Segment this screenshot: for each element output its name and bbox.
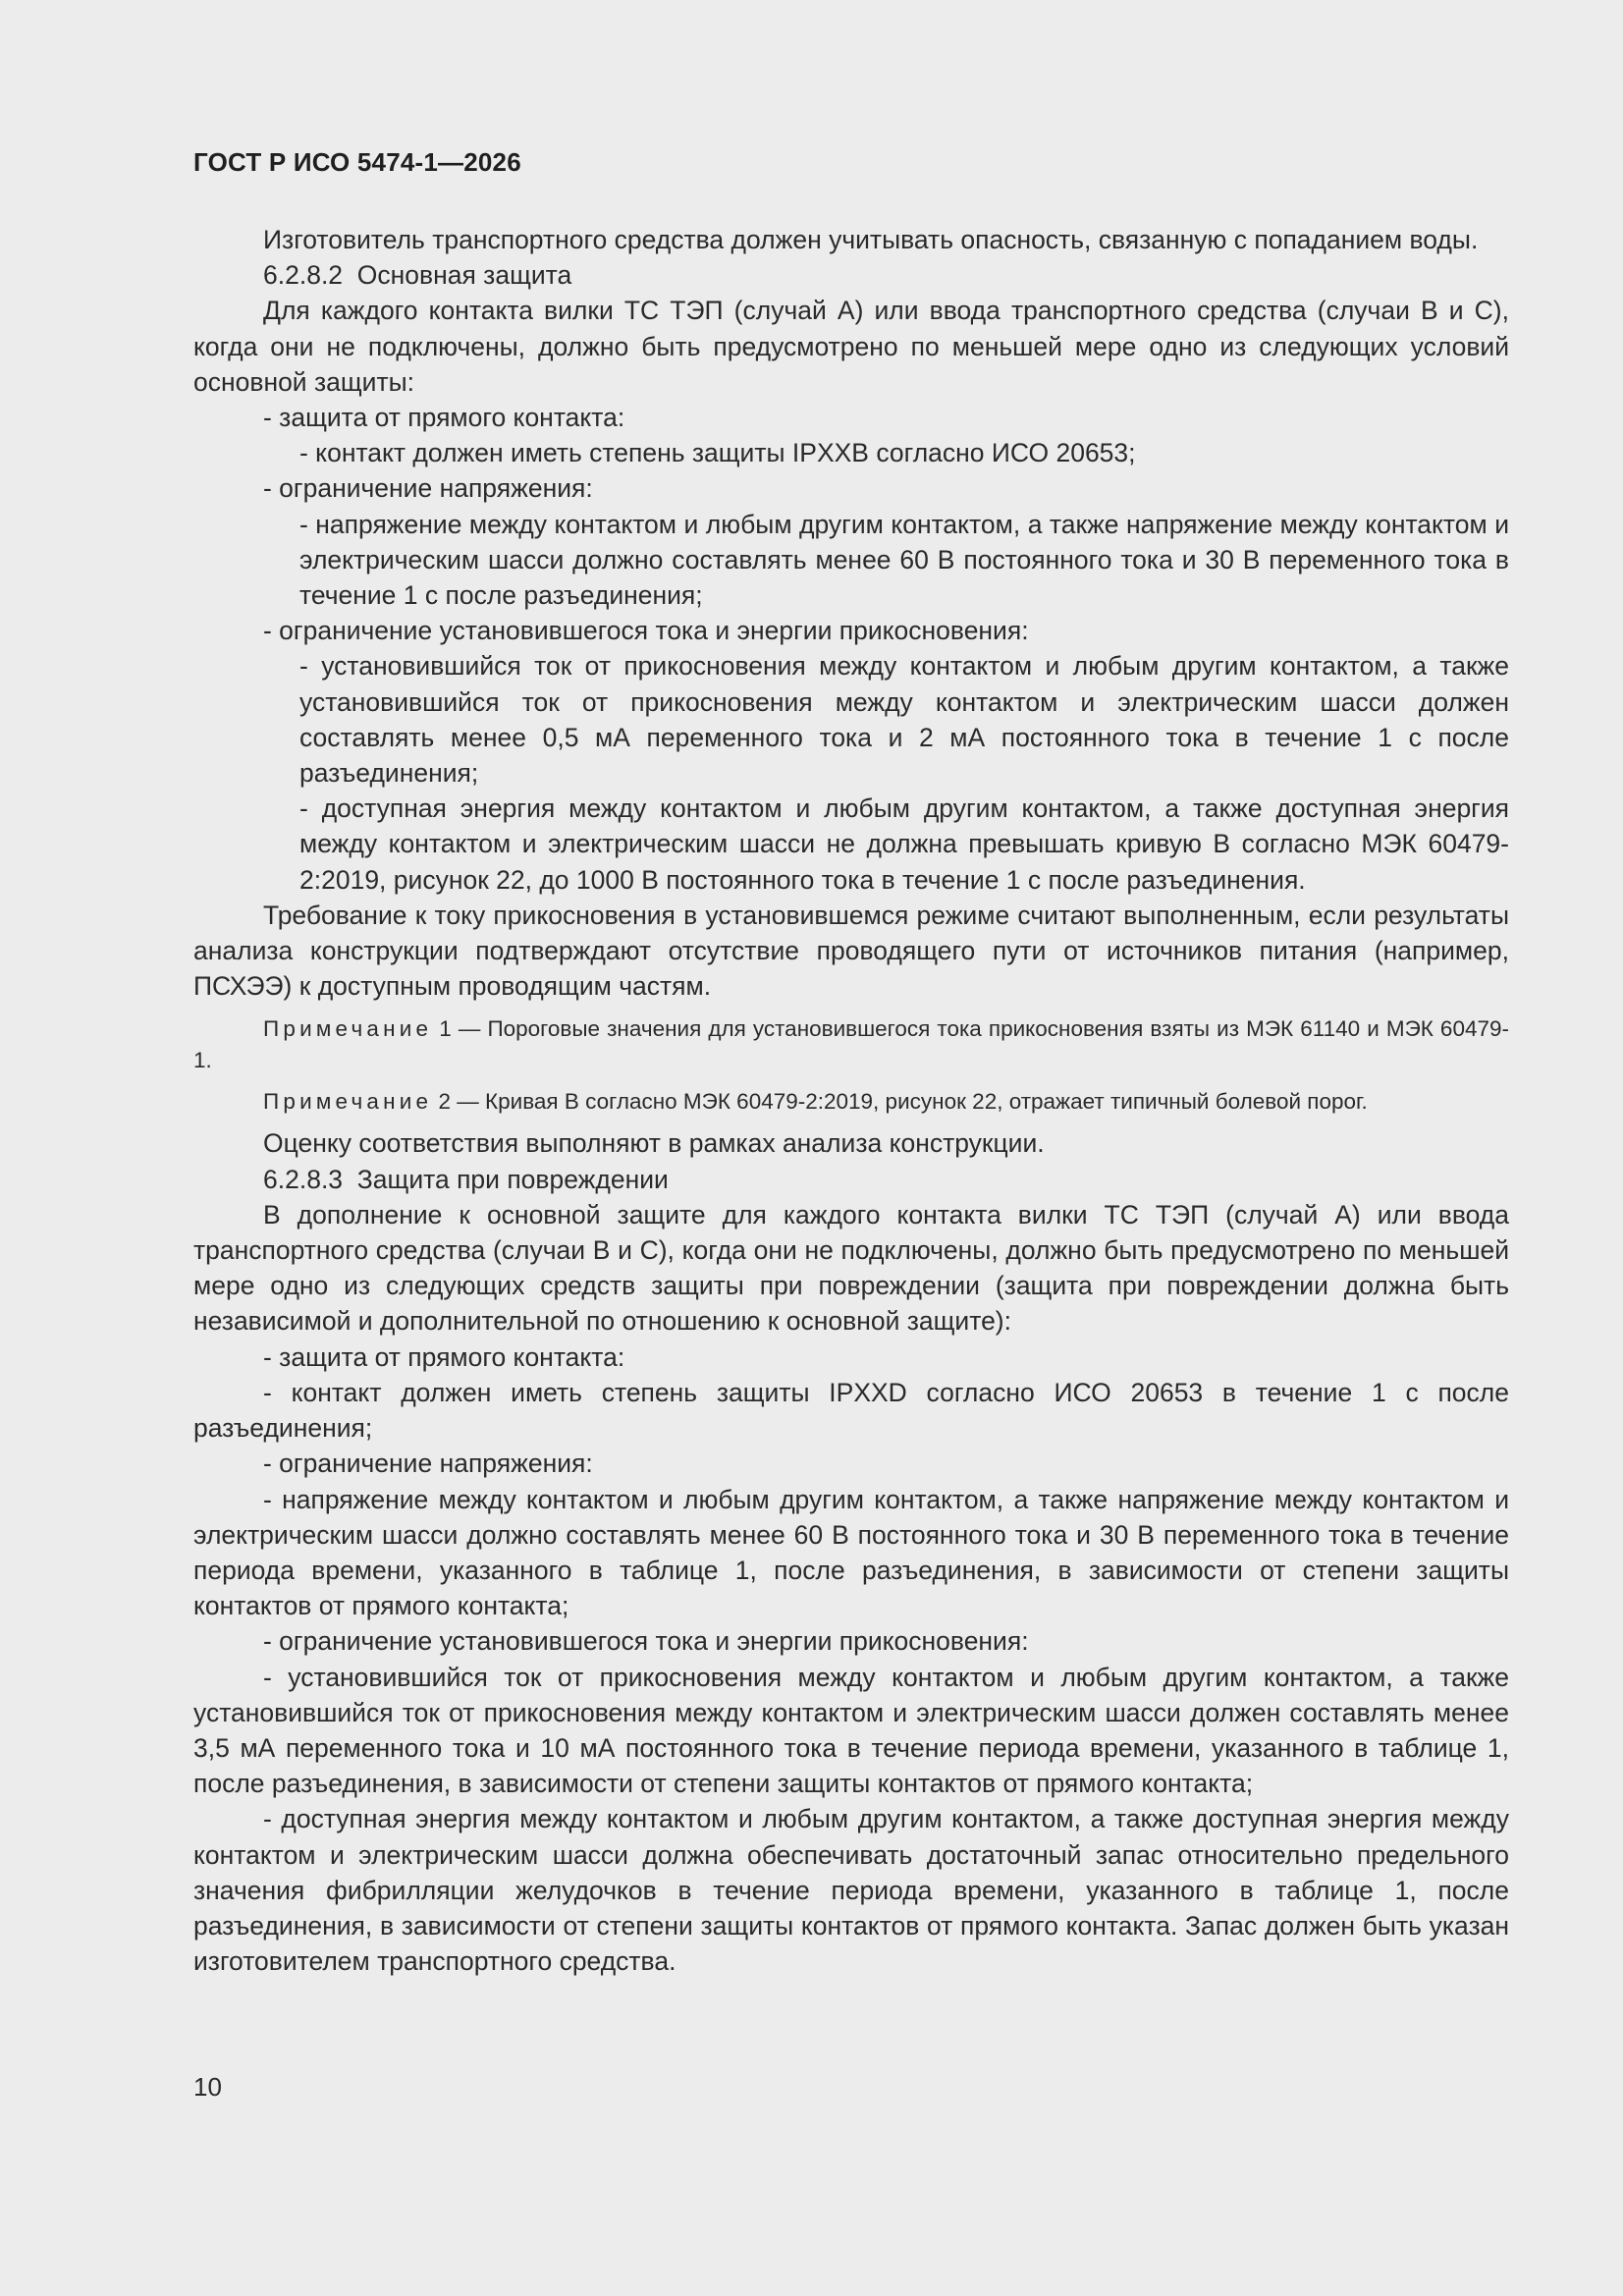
note-text: 1 — Пороговые значения для установившегося тока прикосновения взяты из МЭК 61140 и МЭК 60479-1. (193, 1016, 1509, 1073)
list-subitem: - установившийся ток от прикосновения между контактом и любым другим контактом, а также установившийся ток от прикосновения между контактом и электрическим шасси должен составлять менее 0,5 мА переменного тока и 2 мА постоянного тока в течение 1 с после разъединения; (299, 651, 1509, 789)
note-1 (193, 1013, 1509, 1076)
page-number: 10 (193, 2072, 222, 2102)
list-item: - ограничение напряжения: (263, 1449, 593, 1479)
note-label: Примечание (263, 1089, 433, 1115)
paragraph-water-hazard: Изготовитель транспортного средства должен учитывать опасность, связанную с попаданием воды. (263, 225, 1479, 254)
list-item: - защита от прямого контакта: (263, 403, 625, 433)
note-label: Примечание (263, 1016, 433, 1042)
list-item: - контакт должен иметь степень защиты IPXXD согласно ИСО 20653 в течение 1 с после разъединения; (193, 1377, 1509, 1444)
list-item: - ограничение установившегося тока и энергии прикосновения: (263, 616, 1029, 646)
paragraph-conformity: Оценку соответствия выполняют в рамках анализа конструкции. (263, 1128, 1045, 1159)
list-item: - установившийся ток от прикосновения между контактом и любым другим контактом, а также установившийся ток от прикосновения между контактом и электрическим шасси должен составлять менее 3,5 мА переменного тока и 10 мА постоянного тока в течение периода времени, указанного в таблице 1, после разъединения, в зависимости от степени защиты контактов от прямого контакта; (193, 1662, 1509, 1799)
list-item: - ограничение установившегося тока и энергии прикосновения: (263, 1626, 1029, 1657)
paragraph-basic-protection: Для каждого контакта вилки ТС ТЭП (случай А) или ввода транспортного средства (случаи В и С), когда они не подключены, должно быть предусмотрено по меньшей мере одно из следующих условий основной защиты: (193, 296, 1509, 397)
document-body (193, 222, 1509, 1979)
section-title: Основная защита (356, 260, 572, 291)
note-text: 2 — Кривая В согласно МЭК 60479-2:2019, рисунок 22, отражает типичный болевой порог. (432, 1089, 1368, 1115)
section-title: Защита при повреждении (356, 1164, 669, 1194)
paragraph-touch-current: Требование к току прикосновения в установившемся режиме считают выполненным, если результаты анализа конструкции подтверждают отсутствие проводящего пути от источников питания (например, ПСХЭЭ) к доступным проводящим частям. (193, 900, 1509, 1002)
list-item: - ограничение напряжения: (263, 473, 593, 504)
list-subitem: - доступная энергия между контактом и любым другим контактом, а также доступная энергия между контактом и электрическим шасси не должна превышать кривую В согласно МЭК 60479-2:2019, рисунок 22, до 1000 В постоянного тока в течение 1 с после разъединения. (299, 793, 1509, 895)
document-header: ГОСТ Р ИСО 5474-1—2026 (193, 147, 521, 177)
section-heading-basic-protection (193, 257, 1509, 293)
list-item: - напряжение между контактом и любым другим контактом, а также напряжение между контактом и электрическим шасси должно составлять менее 60 В постоянного тока и 30 В переменного тока в течение периода времени, указанного в таблице 1, после разъединения, в зависимости от степени защиты контактов от прямого контакта; (193, 1484, 1509, 1621)
paragraph-fault-protection: В дополнение к основной защите для каждого контакта вилки ТС ТЭП (случай А) или ввода транспортного средства (случаи В и С), когда они не подключены, должно быть предусмотрено по меньшей мере одно из следующих средств защиты при повреждении (защита при повреждении должна быть независимой и дополнительной по отношению к основной защите): (193, 1199, 1509, 1337)
list-item: - доступная энергия между контактом и любым другим контактом, а также доступная энергия между контактом и электрическим шасси должна обеспечивать достаточный запас относительно предельного значения фибрилляции желудочков в течение периода времени, указанного в таблице 1, после разъединения, в зависимости от степени защиты контактов от прямого контакта. Запас должен быть указан изготовителем транспортного средства. (193, 1804, 1509, 1977)
list-subitem: - напряжение между контактом и любым другим контактом, а также напряжение между контактом и электрическим шасси должно составлять менее 60 В постоянного тока и 30 В переменного тока в течение 1 с после разъединения; (299, 509, 1509, 611)
note-2 (193, 1086, 1509, 1118)
section-number: 6.2.8.3 (263, 1164, 344, 1194)
list-item: - защита от прямого контакта: (263, 1341, 625, 1372)
section-heading-fault-protection (193, 1162, 1509, 1197)
section-number: 6.2.8.2 (263, 260, 344, 291)
list-subitem: - контакт должен иметь степень защиты IPXXB согласно ИСО 20653; (299, 438, 1136, 468)
